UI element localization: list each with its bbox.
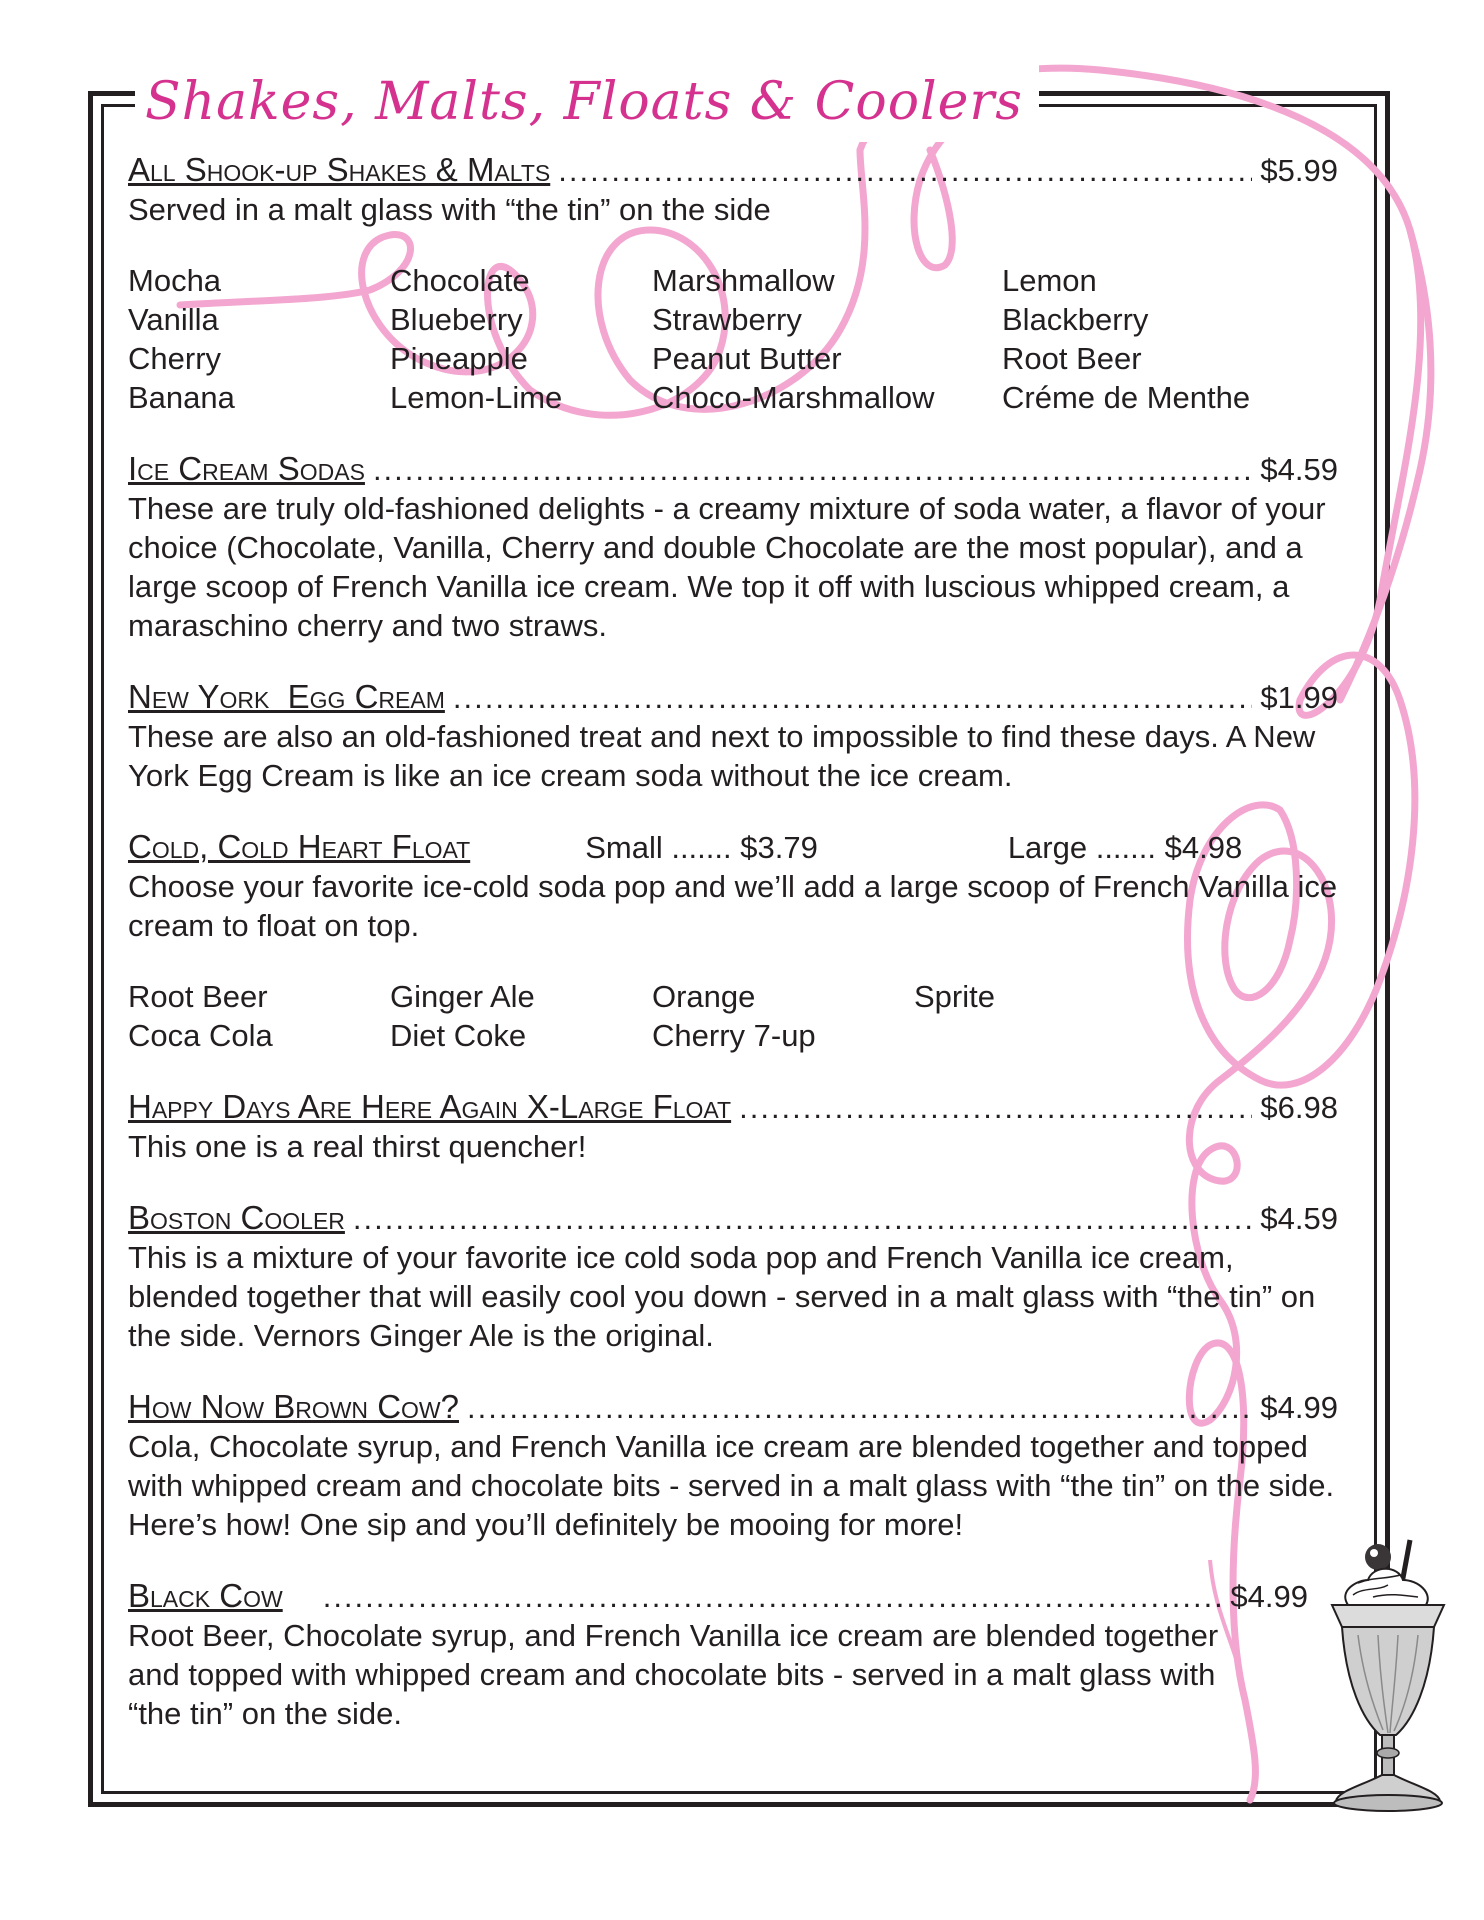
soda-item: Orange xyxy=(652,979,756,1014)
dot-leader xyxy=(373,450,1252,489)
item-name: All Shook-up Shakes & Malts xyxy=(128,151,551,188)
menu-item-black-cow xyxy=(128,1576,1308,1733)
soda-item: Root Beer xyxy=(128,979,268,1014)
flavor-item: Choco-Marshmallow xyxy=(652,380,935,415)
flavor-item: Créme de Menthe xyxy=(1002,380,1251,415)
flavor-item: Lemon-Lime xyxy=(390,380,563,415)
item-price: $6.98 xyxy=(1260,1090,1338,1125)
menu-item-shakes-malts xyxy=(128,150,1338,417)
flavor-item: Blackberry xyxy=(1002,302,1149,337)
flavor-item: Peanut Butter xyxy=(652,341,842,376)
menu-title: Shakes, Malts, Floats & Coolers xyxy=(135,62,1039,142)
soda-list xyxy=(128,977,1338,1055)
large-size-price: Large ....... $4.98 xyxy=(1007,830,1243,865)
item-description: These are truly old-fashioned delights - a creamy mixture of soda water, a flavor of your choice (Chocolate, Vanilla, Cherry and double Chocolate are the most popular), and a large scoop of French Vanilla ice cream. We top it off with luscious whipped cream, a maraschino cherry and two straws. xyxy=(128,491,1326,643)
item-name: Black Cow xyxy=(128,1577,283,1614)
soda-item: Sprite xyxy=(914,979,995,1014)
item-description: This is a mixture of your favorite ice cold soda pop and French Vanilla ice cream, blended together that will easily cool you down - served in a malt glass with “the tin” on the side. Vernors Ginger Ale is the original. xyxy=(128,1240,1316,1353)
menu-item-heart-float xyxy=(128,827,1338,1055)
item-price: $4.99 xyxy=(1260,1390,1338,1425)
item-name: New York Egg Cream xyxy=(128,678,445,715)
flavor-item: Pineapple xyxy=(390,341,528,376)
item-price: $4.99 xyxy=(1230,1579,1308,1614)
flavor-item: Marshmallow xyxy=(652,263,835,298)
item-description: Served in a malt glass with “the tin” on the side xyxy=(128,192,771,227)
menu-content xyxy=(128,150,1338,1733)
soda-item xyxy=(914,1016,1176,1055)
item-description: This one is a real thirst quencher! xyxy=(128,1129,587,1164)
item-price: $4.59 xyxy=(1260,452,1338,487)
menu-item-brown-cow xyxy=(128,1387,1338,1544)
soda-item: Ginger Ale xyxy=(390,979,535,1014)
milkshake-glass-icon xyxy=(1318,1535,1458,1820)
flavor-item: Chocolate xyxy=(390,263,530,298)
menu-item-ice-cream-sodas xyxy=(128,449,1338,645)
flavor-item: Blueberry xyxy=(390,302,523,337)
item-description: Cola, Chocolate syrup, and French Vanilla ice cream are blended together and topped with whipped cream and chocolate bits - served in a malt glass with “the tin” on the side. Here’s how! One sip and you’ll definitely be mooing for more! xyxy=(128,1429,1335,1542)
item-description: These are also an old-fashioned treat and next to impossible to find these days. A New York Egg Cream is like an ice cream soda without the ice cream. xyxy=(128,719,1316,793)
item-price: $5.99 xyxy=(1260,153,1338,188)
flavor-item: Strawberry xyxy=(652,302,802,337)
dot-leader xyxy=(467,1388,1252,1427)
menu-item-egg-cream xyxy=(128,677,1338,795)
item-price: $1.99 xyxy=(1260,680,1338,715)
flavor-list xyxy=(128,261,1338,417)
flavor-item: Lemon xyxy=(1002,263,1097,298)
flavor-item: Root Beer xyxy=(1002,341,1142,376)
item-name: Ice Cream Sodas xyxy=(128,450,365,487)
item-description: Root Beer, Chocolate syrup, and French Vanilla ice cream are blended together and topped with whipped cream and chocolate bits - served in a malt glass with “the tin” on the side. xyxy=(128,1618,1219,1731)
flavor-item: Cherry xyxy=(128,341,222,376)
flavor-item: Banana xyxy=(128,380,235,415)
flavor-item: Vanilla xyxy=(128,302,219,337)
item-name: Happy Days Are Here Again X-Large Float xyxy=(128,1088,732,1125)
item-name: Boston Cooler xyxy=(128,1199,345,1236)
soda-item: Coca Cola xyxy=(128,1018,273,1053)
item-price: $4.59 xyxy=(1260,1201,1338,1236)
dot-leader xyxy=(739,1088,1252,1127)
flavor-item: Mocha xyxy=(128,263,222,298)
item-name: Cold, Cold Heart Float xyxy=(128,828,471,865)
dot-leader xyxy=(453,678,1253,717)
dot-leader xyxy=(323,1577,1223,1616)
dot-leader xyxy=(558,151,1252,190)
menu-item-boston-cooler xyxy=(128,1198,1338,1355)
soda-item: Diet Coke xyxy=(390,1018,527,1053)
menu-item-xlarge-float xyxy=(128,1087,1338,1166)
soda-item: Cherry 7-up xyxy=(652,1018,816,1053)
dot-leader xyxy=(353,1199,1253,1238)
item-description: Choose your favorite ice-cold soda pop and we’ll add a large scoop of French Vanilla ice cream to float on top. xyxy=(128,869,1338,943)
item-name: How Now Brown Cow? xyxy=(128,1388,459,1425)
small-size-price: Small ....... $3.79 xyxy=(585,830,818,865)
